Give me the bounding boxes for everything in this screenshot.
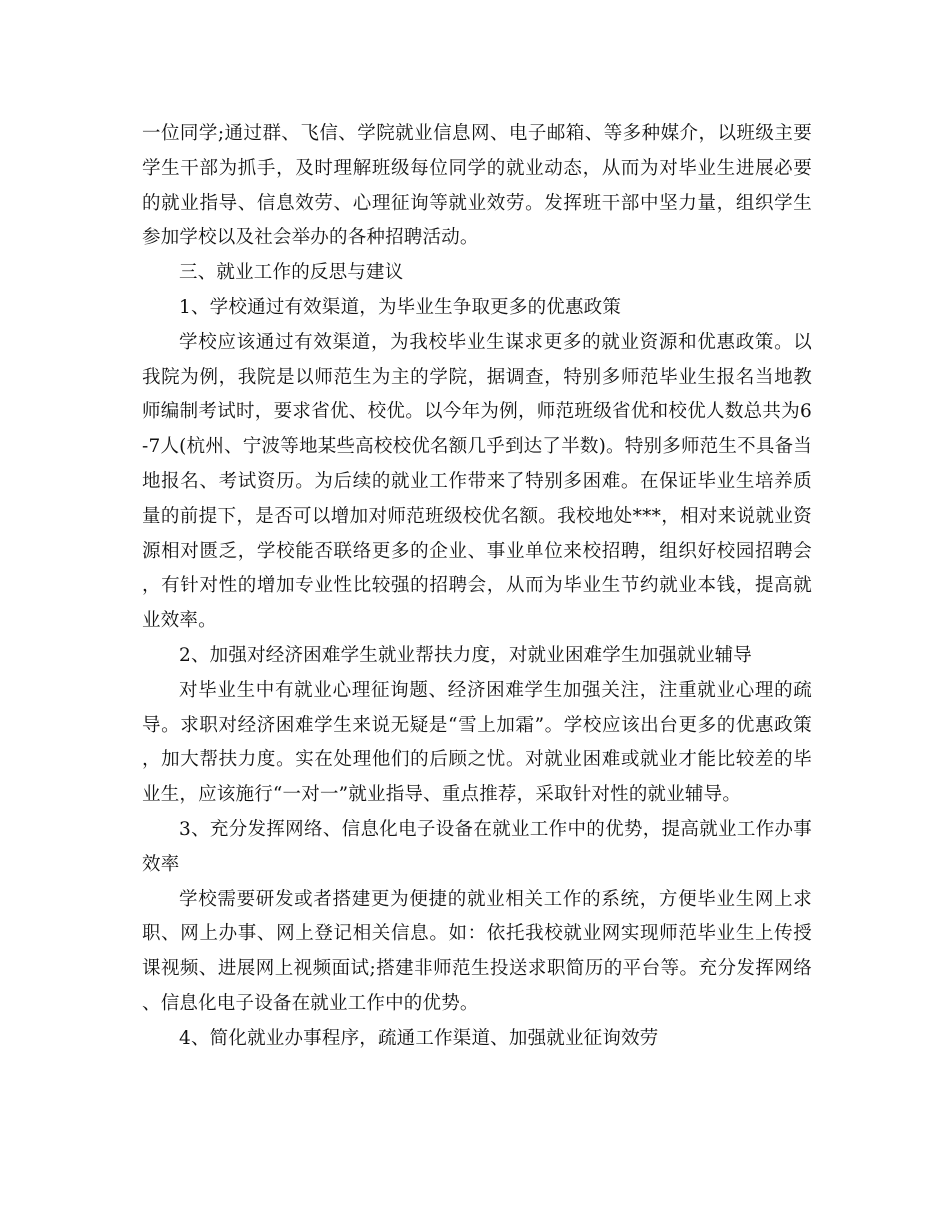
paragraph-body-2: 对毕业生中有就业心理征询题、经济困难学生加强关注，注重就业心理的疏导。求职对经济困难学生来说无疑是“雪上加霜”。学校应该出台更多的优惠政策，加大帮扶力度。实在处理他们的后顾之忧。对就业困难或就业才能比较差的毕业生，应该施行“一对一”就业指导、重点推荐，采取针对性的就业辅导。	[142, 679, 812, 806]
paragraph-body-3: 学校需要研发或者搭建更为便捷的就业相关工作的系统，方便毕业生网上求职、网上办事、网上登记相关信息。如：依托我校就业网实现师范毕业生上传授课视频、进展网上视频面试;搭建非师范生投送求职简历的平台等。充分发挥网络、信息化电子设备在就业工作中的优势。	[142, 888, 812, 1014]
paragraph-continuation: 一位同学;通过群、飞信、学院就业信息网、电子邮箱、等多种媒介，以班级主要学生干部为抓手，及时理解班级每位同学的就业动态，从而为对毕业生进展必要的就业指导、信息效劳、心理征询等就业效劳。发挥班干部中坚力量，组织学生参加学校以及社会举办的各种招聘活动。	[142, 123, 812, 249]
subheading-1: 1、学校通过有效渠道，为毕业生争取更多的优惠政策	[179, 296, 622, 318]
subheading-3: 3、充分发挥网络、信息化电子设备在就业工作中的优势，提高就业工作办事效率	[142, 818, 812, 875]
paragraph-body-1: 学校应该通过有效渠道，为我校毕业生谋求更多的就业资源和优惠政策。以我院为例，我院是以师范生为主的学院，据调查，特别多师范毕业生报名当地教师编制考试时，要求省优、校优。以今年为例，师范班级省优和校优人数总共为6-7人(杭州、宁波等地某些高校校优名额几乎到达了半数)。特别多师范生不具备当地报名、考试资历。为后续的就业工作带来了特别多困难。在保证毕业生培养质量的前提下，是否可以增加对师范班级校优名额。我校地处***，相对来说就业资源相对匮乏，学校能否联络更多的企业、事业单位来校招聘，组织好校园招聘会，有针对性的增加专业性比较强的招聘会，从而为毕业生节约就业本钱，提高就业效率。	[142, 331, 812, 632]
subheading-2: 2、加强对经济困难学生就业帮扶力度，对就业困难学生加强就业辅导	[179, 644, 752, 666]
section-heading-reflection: 三、就业工作的反思与建议	[179, 262, 404, 284]
subheading-4: 4、简化就业办事程序，疏通工作渠道、加强就业征询效劳	[179, 1027, 659, 1049]
document-body	[142, 117, 812, 1057]
